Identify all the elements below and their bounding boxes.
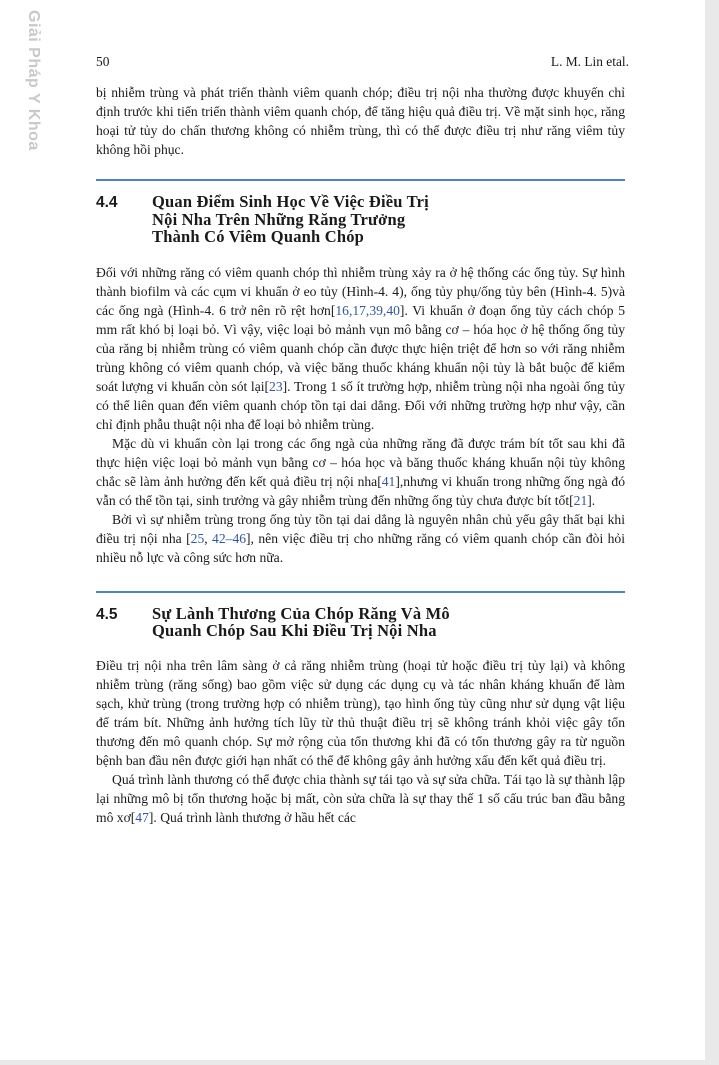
section-number: 4.5 <box>96 605 118 623</box>
section-title-line: Sự Lành Thương Của Chóp Răng Và Mô <box>152 603 450 623</box>
section-heading-4-4 <box>96 193 625 246</box>
text-run: ]. <box>587 492 596 508</box>
section-title <box>152 193 429 246</box>
section-title-line: Quanh Chóp Sau Khi Điều Trị Nội Nha <box>152 621 437 640</box>
watermark: Giải Pháp Y Khoa <box>25 10 42 151</box>
running-head-authors: L. M. Lin etal. <box>550 54 629 69</box>
section-title <box>152 605 450 640</box>
citation-link[interactable]: 47 <box>135 809 149 825</box>
body-paragraph: Điều trị nội nha trên lâm sàng ở cả răng nhiễm trùng (hoại tử hoặc điều trị tủy lại) và không nhiễm trùng (răng sống) bao gồm việc sử dụng các dụng cụ và tác nhân kháng khuẩn để làm sạch, khử trùng (trong trường hợp có nhiễm trùng), tạo hình ống tủy cũng như sử dụng vật liệu để trám bít. Những ảnh hưởng tích lũy từ thủ thuật điều trị sẽ không tránh khỏi việc gây tổn thương đến mô quanh chóp. Sự mở rộng của tổn thương khi đã có tổn thương gây ra từ nguồn bệnh ban đầu nên được giới hạn nhất có thể để không gây ảnh hưởng xấu đến kết quả điều trị. <box>96 657 625 768</box>
section-title-line: Thành Có Viêm Quanh Chóp <box>152 227 365 246</box>
text-run: ]. Vi khuẩn ở đoạn ống tủy cách chóp 5 mm rất khó bị loại bỏ. Vì vậy, việc loại bỏ mảnh vụn mô bằng cơ – hóa học ở hệ thống ống tủy của răng bị nhiễm trùng có viêm quanh chóp cần được thực hiện triệt để hơn so với răng nhiễm trùng không có viêm quanh chóp, và việc băng thuốc kháng khuẩn nội tủy là bắt buộc để kiểm soát lượng vi khuẩn còn sót lại[ <box>96 302 625 394</box>
section-divider-4-4 <box>96 179 625 181</box>
text-run: ],nhưng vi khuẩn trong những ống ngà đó vẫn có thể tồn tại, sinh trưởng và gây nhiễm trùng đến những ống tủy chưa được bít tốt[ <box>96 473 625 508</box>
text-run: Bởi vì sự nhiễm trùng trong ống tủy tồn tại dai dẳng là nguyên nhân chủ yếu gây thất bại khi điều trị nội nha [ <box>96 511 625 546</box>
text-run: ]. Trong 1 số ít trường hợp, nhiễm trùng nội nha ngoài ống tủy có thể liên quan đến viêm quanh chóp tồn tại dai dẳng. Đối với những trường hợp như vậy, cần chỉ định phẫu thuật nội nha để loại bỏ nhiễm trùng. <box>96 378 625 432</box>
citation-link[interactable]: 42–46 <box>212 530 247 546</box>
section-title-line: Nội Nha Trên Những Răng Trưởng <box>152 209 406 229</box>
citation-link[interactable]: 21 <box>573 492 588 508</box>
intro-paragraph: bị nhiễm trùng và phát triển thành viêm quanh chóp; điều trị nội nha thường được khuyến chỉ định trước khi tiến triển thành viêm quanh chóp, để tăng hiệu quả điều trị. Về mặt sinh học, răng hoại tử tủy do chấn thương không có nhiễm trùng, thì có thể được điều trị như răng viêm tủy không hồi phục. <box>96 85 625 157</box>
text-run: ]. Quá trình lành thương ở hầu hết các <box>148 809 356 825</box>
page-number: 50 <box>96 54 110 69</box>
body-paragraph <box>96 263 625 434</box>
page-content <box>96 83 625 827</box>
citation-link[interactable]: 25 <box>190 530 205 546</box>
section-divider-4-5 <box>96 591 625 593</box>
text-run: Quá trình lành thương có thể được chia thành sự tái tạo và sự sửa chữa. Tái tạo là sự thành lập lại những mô bị tổn thương hoặc bị mất, còn sửa chữa là sự thay thế 1 số cấu trúc ban đầu bằng mô xơ[ <box>96 771 625 825</box>
body-paragraph <box>96 770 625 827</box>
section-title-line: Quan Điểm Sinh Học Về Việc Điều Trị <box>152 192 429 211</box>
citation-link[interactable]: 41 <box>381 473 396 489</box>
citation-link[interactable]: 16,17,39,40 <box>335 302 400 318</box>
section-number: 4.4 <box>96 194 118 211</box>
body-paragraph <box>96 510 625 567</box>
body-paragraph <box>96 434 625 510</box>
section-heading-4-5 <box>96 605 625 640</box>
text-run: Mặc dù vi khuẩn còn lại trong các ống ngà của những răng đã được trám bít tốt sau khi đã thực hiện việc loại bỏ mảnh vụn bằng cơ – hóa học và băng thuốc kháng khuẩn nội tủy không chắc sẽ làm ảnh hưởng đến kết quả điều trị nội nha[ <box>96 435 625 489</box>
text-run: ], nên việc điều trị cho những răng có viêm quanh chóp cần đòi hỏi nhiều nỗ lực và công sức hơn nữa. <box>96 530 626 565</box>
text-run: Đối với những răng có viêm quanh chóp thì nhiễm trùng xảy ra ở hệ thống các ống tủy. Sự hình thành biofilm và các cụm vi khuẩn ở eo tủy (Hình-4. 4), ống tủy phụ/ống tủy bên (Hình-4. 5)và các ống ngà (Hình-4. 6 trở nên rõ rệt hơn[ <box>96 264 625 318</box>
citation-link[interactable]: 23 <box>269 378 283 394</box>
text-run: , <box>204 530 213 546</box>
